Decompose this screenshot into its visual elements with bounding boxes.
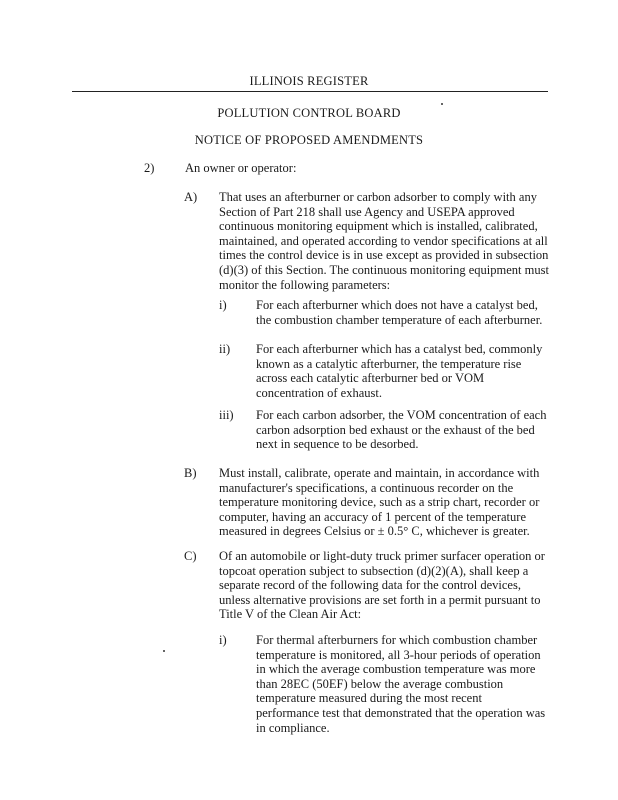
item-A-iii-label: iii) bbox=[219, 408, 234, 422]
item-B-label: B) bbox=[184, 466, 197, 480]
item-A-ii-label: ii) bbox=[219, 342, 231, 356]
item-C-i-label: i) bbox=[219, 633, 227, 647]
item-A-i-text: For each afterburner which does not have a catalyst bed, the combustion chamber temperature of each afterburner. bbox=[256, 298, 543, 327]
item-A-iii-text: For each carbon adsorber, the VOM concentration of each carbon adsorption bed exhaust or the exhaust of the bed next in sequence to be desorbed. bbox=[256, 408, 547, 452]
item-2-label: 2) bbox=[144, 161, 155, 175]
item-A-ii-text: For each afterburner which has a catalyst bed, commonly known as a catalytic afterburner, the temperature rise across each catalytic afterburner bed or VOM concentration of exhaust. bbox=[256, 342, 543, 400]
scan-speck bbox=[441, 103, 443, 105]
item-A-text: That uses an afterburner or carbon adsorber to comply with any Section of Part 218 shall use Agency and USEPA approved continuous monitoring equipment which is installed, calibrated, maintained, and operated according to vendor specifications at all times the control device is in use except as provided in subsection (d)(3) of this Section. The continuous monitoring equipment must monitor the following parameters: bbox=[219, 190, 549, 292]
notice-title: NOTICE OF PROPOSED AMENDMENTS bbox=[194, 133, 424, 147]
item-C-text: Of an automobile or light-duty truck primer surfacer operation or topcoat operation subject to subsection (d)(2)(A), shall keep a separate record of the following data for the control devices, unless alternative provisions are set forth in a permit pursuant to Title V of the Clean Air Act: bbox=[219, 549, 545, 622]
item-2-text: An owner or operator: bbox=[185, 161, 297, 175]
item-A-i-label: i) bbox=[219, 298, 227, 312]
board-name: POLLUTION CONTROL BOARD bbox=[217, 106, 401, 120]
header-rule bbox=[72, 91, 548, 92]
register-title: ILLINOIS REGISTER bbox=[249, 74, 369, 88]
scan-speck bbox=[163, 650, 165, 652]
item-C-i-text: For thermal afterburners for which combustion chamber temperature is monitored, all 3-hour periods of operation in which the average combustion temperature was more than 28EC (50EF) below the average combustion temperature measured during the most recent performance test that demonstrated that the operation was in compliance. bbox=[256, 633, 546, 735]
item-C-label: C) bbox=[184, 549, 197, 563]
item-B-text: Must install, calibrate, operate and maintain, in accordance with manufacturer's specifications, a continuous recorder on the temperature monitoring device, such as a strip chart, recorder or computer, having an accuracy of 1 percent of the temperature measured in degrees Celsius or ± 0.5° C, whichever is greater. bbox=[219, 466, 540, 539]
item-A-label: A) bbox=[184, 190, 198, 204]
